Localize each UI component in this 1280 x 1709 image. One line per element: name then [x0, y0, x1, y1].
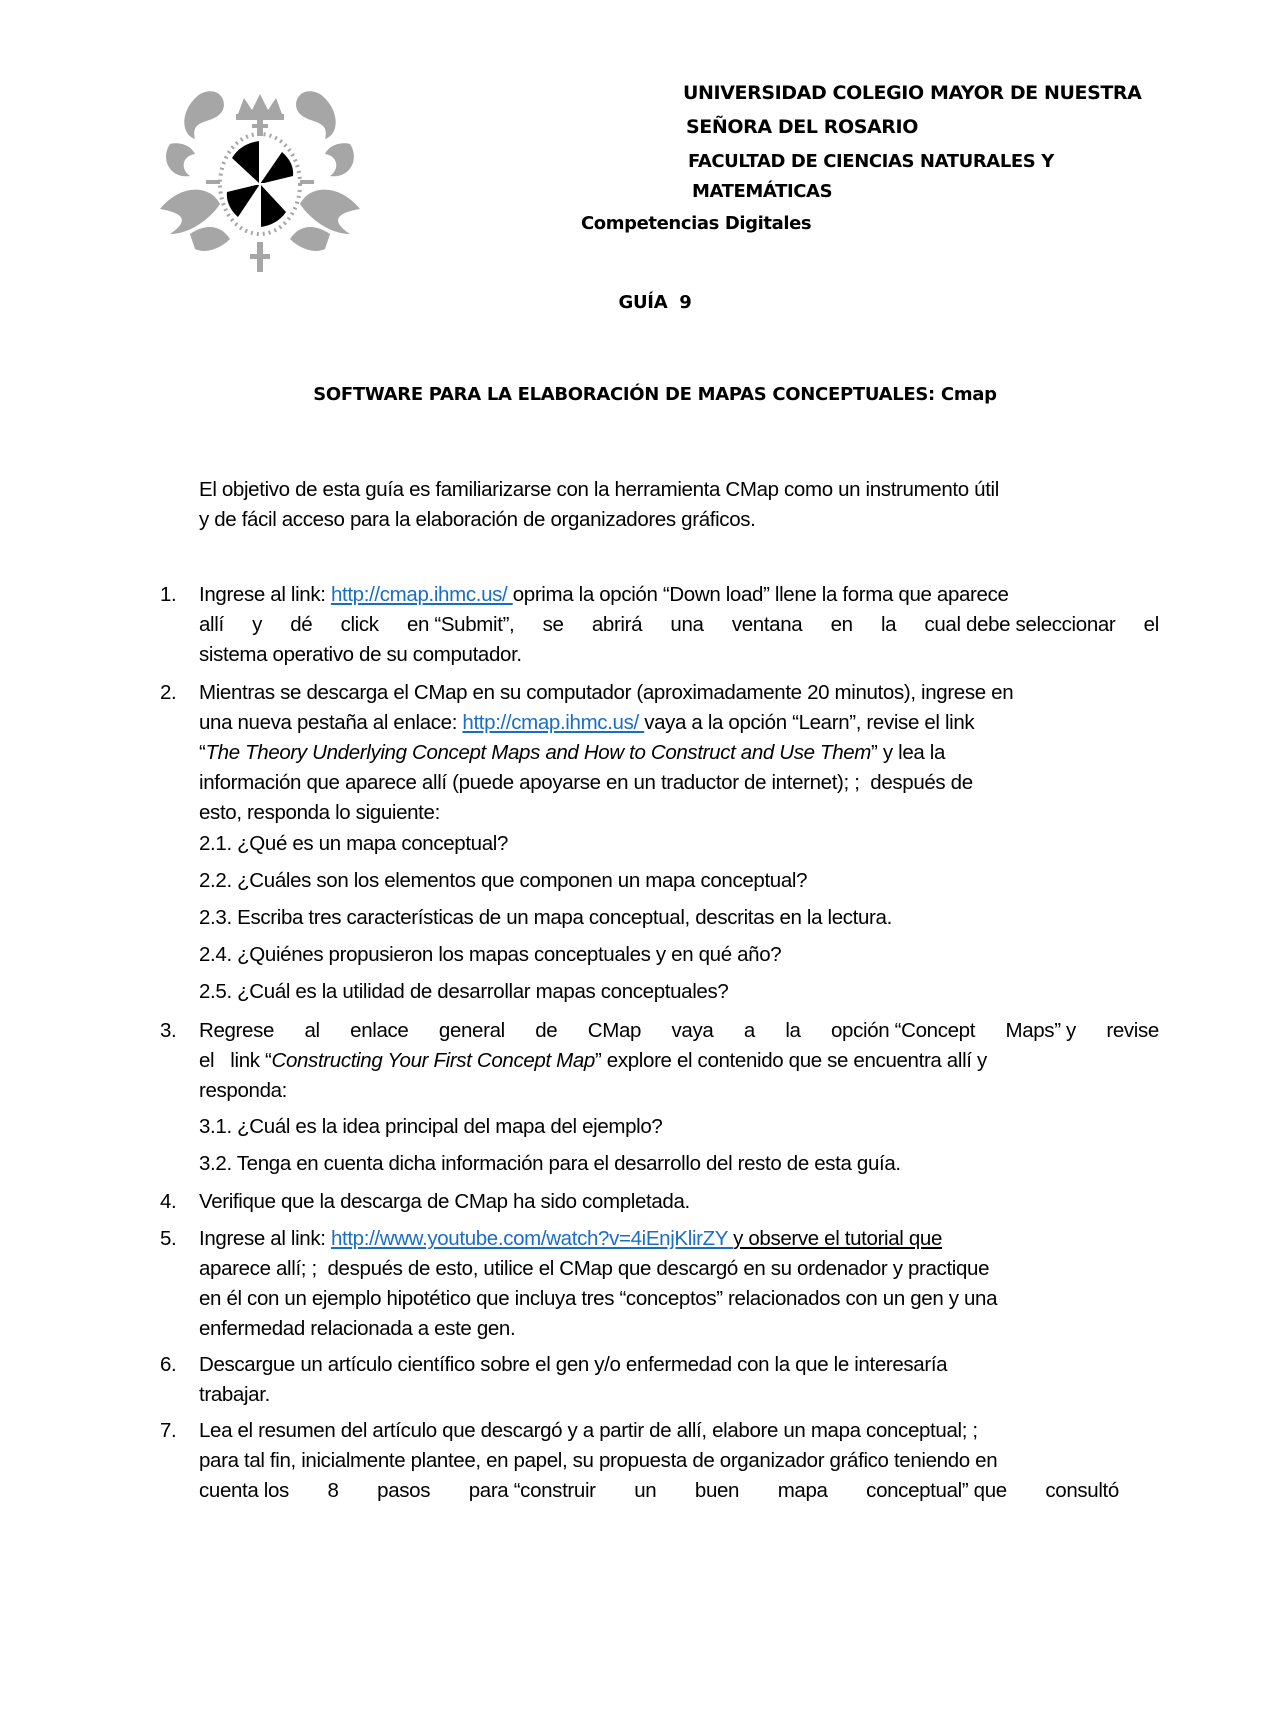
subitem-2-4: 2.4. ¿Quiénes propusieron los mapas conceptuales y en qué año?: [199, 943, 782, 966]
item-text: Descargue un artículo científico sobre el gen y/o enfermedad con la que le interesaría: [199, 1353, 948, 1376]
word: ventana: [731, 613, 803, 636]
list-item-5: [160, 1224, 1160, 1344]
list-item-1: [160, 580, 1160, 670]
item-text: “: [199, 741, 206, 764]
list-number: 6.: [160, 1353, 177, 1376]
item-text: información que aparece allí (puede apoyarse en un traductor de internet); ; después de: [199, 771, 973, 794]
word: la: [785, 1019, 801, 1042]
word: enlace: [350, 1019, 409, 1042]
item-text: el link “: [199, 1049, 272, 1072]
word: a: [743, 1019, 755, 1042]
list-number: 1.: [160, 583, 177, 606]
cmap-learn-link[interactable]: http://cmap.ihmc.us/: [462, 711, 645, 734]
list-number: 3.: [160, 1019, 177, 1042]
subitem-3-2: 3.2. Tenga en cuenta dicha información para el desarrollo del resto de esta guía.: [199, 1152, 901, 1175]
word: se: [542, 613, 564, 636]
list-number: 5.: [160, 1227, 177, 1250]
word: para “construir: [468, 1479, 596, 1502]
list-item-4: [160, 1187, 1160, 1217]
word: un: [634, 1479, 657, 1502]
list-number: 7.: [160, 1419, 177, 1442]
word: Maps” y: [1005, 1019, 1076, 1042]
word: mapa: [777, 1479, 828, 1502]
list-item-7: [160, 1416, 1160, 1506]
word: general: [438, 1019, 505, 1042]
word: 8: [327, 1479, 339, 1502]
word: la: [880, 613, 897, 636]
word: cual debe seleccionar: [924, 613, 1116, 636]
item-text: Mientras se descarga el CMap en su computador (aproximadamente 20 minutos), ingrese en: [199, 681, 1014, 704]
word: click: [340, 613, 379, 636]
item-1-line2: [199, 610, 1159, 640]
objective-paragraph: [199, 475, 1159, 535]
item-text: enfermedad relacionada a este gen.: [199, 1317, 516, 1340]
course-name: Competencias Digitales: [581, 213, 812, 234]
subitem-2-5: 2.5. ¿Cuál es la utilidad de desarrollar mapas conceptuales?: [199, 980, 729, 1003]
word: revise: [1106, 1019, 1159, 1042]
cmap-download-link[interactable]: http://cmap.ihmc.us/: [330, 583, 513, 606]
guide-title: GUÍA 9: [618, 292, 692, 313]
word: una: [670, 613, 704, 636]
item-text: Lea el resumen del artículo que descargó y a partir de allí, elabore un mapa conceptual; ;: [199, 1419, 978, 1442]
objective-line1: El objetivo de esta guía es familiarizarse con la herramienta CMap como un instrumento útil: [199, 478, 999, 501]
subitem-2-3: 2.3. Escriba tres características de un mapa conceptual, descritas en la lectura.: [199, 906, 892, 929]
item-text: trabajar.: [199, 1383, 270, 1406]
item-text: y observe el tutorial que: [733, 1227, 943, 1250]
list-item-6: [160, 1350, 1160, 1410]
item-7-line3: [199, 1476, 1119, 1506]
list-number: 4.: [160, 1190, 177, 1213]
objective-line2: y de fácil acceso para la elaboración de organizadores gráficos.: [199, 508, 756, 531]
list-item-3: [160, 1016, 1160, 1106]
item-text: oprima la opción “Down load” llene la forma que aparece: [512, 583, 1009, 606]
item-text: en él con un ejemplo hipotético que incluya tres “conceptos” relacionados con un gen y una: [199, 1287, 998, 1310]
item-3-line1: [199, 1016, 1159, 1046]
item-text: una nueva pestaña al enlace:: [199, 711, 463, 734]
word: en “Submit”,: [406, 613, 515, 636]
university-name-line2: SEÑORA DEL ROSARIO: [686, 116, 918, 138]
word: y: [252, 613, 262, 636]
word: de: [535, 1019, 558, 1042]
item-text: vaya a la opción “Learn”, revise el link: [644, 711, 975, 734]
word: conceptual” que: [866, 1479, 1007, 1502]
item-text: Ingrese al link:: [199, 583, 331, 606]
item-text: responda:: [199, 1079, 288, 1102]
item-text: esto, responda lo siguiente:: [199, 801, 440, 824]
word: vaya: [671, 1019, 714, 1042]
reading-title: Constructing Your First Concept Map: [271, 1049, 595, 1072]
word: en: [830, 613, 853, 636]
word: allí: [199, 613, 224, 636]
reading-title: The Theory Underlying Concept Maps and How to Construct and Use Them: [205, 741, 872, 764]
item-text: Ingrese al link:: [199, 1227, 331, 1250]
university-crest-logo: [160, 84, 360, 274]
faculty-name-line2: MATEMÁTICAS: [692, 181, 833, 202]
word: opción “Concept: [831, 1019, 976, 1042]
subitem-2-1: 2.1. ¿Qué es un mapa conceptual?: [199, 832, 509, 855]
word: cuenta los: [199, 1479, 289, 1502]
list-number: 2.: [160, 681, 177, 704]
word: abrirá: [591, 613, 643, 636]
subitem-3-1: 3.1. ¿Cuál es la idea principal del mapa del ejemplo?: [199, 1115, 663, 1138]
word: consultó: [1045, 1479, 1119, 1502]
word: buen: [694, 1479, 740, 1502]
list-item-2: [160, 678, 1160, 828]
subitem-2-2: 2.2. ¿Cuáles son los elementos que componen un mapa conceptual?: [199, 869, 808, 892]
word: al: [304, 1019, 320, 1042]
subject-title: SOFTWARE PARA LA ELABORACIÓN DE MAPAS CONCEPTUALES: Cmap: [313, 384, 997, 405]
word: CMap: [587, 1019, 642, 1042]
item-text: Verifique que la descarga de CMap ha sido completada.: [199, 1190, 690, 1213]
word: el: [1143, 613, 1159, 636]
youtube-tutorial-link[interactable]: http://www.youtube.com/watch?v=4iEnjKlirZY: [330, 1227, 734, 1250]
faculty-name-line1: FACULTAD DE CIENCIAS NATURALES Y: [688, 151, 1054, 172]
word: dé: [290, 613, 313, 636]
item-text: sistema operativo de su computador.: [199, 643, 522, 666]
university-name-line1: UNIVERSIDAD COLEGIO MAYOR DE NUESTRA: [683, 82, 1142, 104]
item-text: para tal fin, inicialmente plantee, en papel, su propuesta de organizador gráfico teniendo en: [199, 1449, 998, 1472]
item-text: ” y lea la: [871, 741, 946, 764]
word: pasos: [377, 1479, 431, 1502]
item-text: ” explore el contenido que se encuentra allí y: [594, 1049, 987, 1072]
word: Regrese: [199, 1019, 275, 1042]
item-text: aparece allí; ; después de esto, utilice el CMap que descargó en su ordenador y practique: [199, 1257, 990, 1280]
